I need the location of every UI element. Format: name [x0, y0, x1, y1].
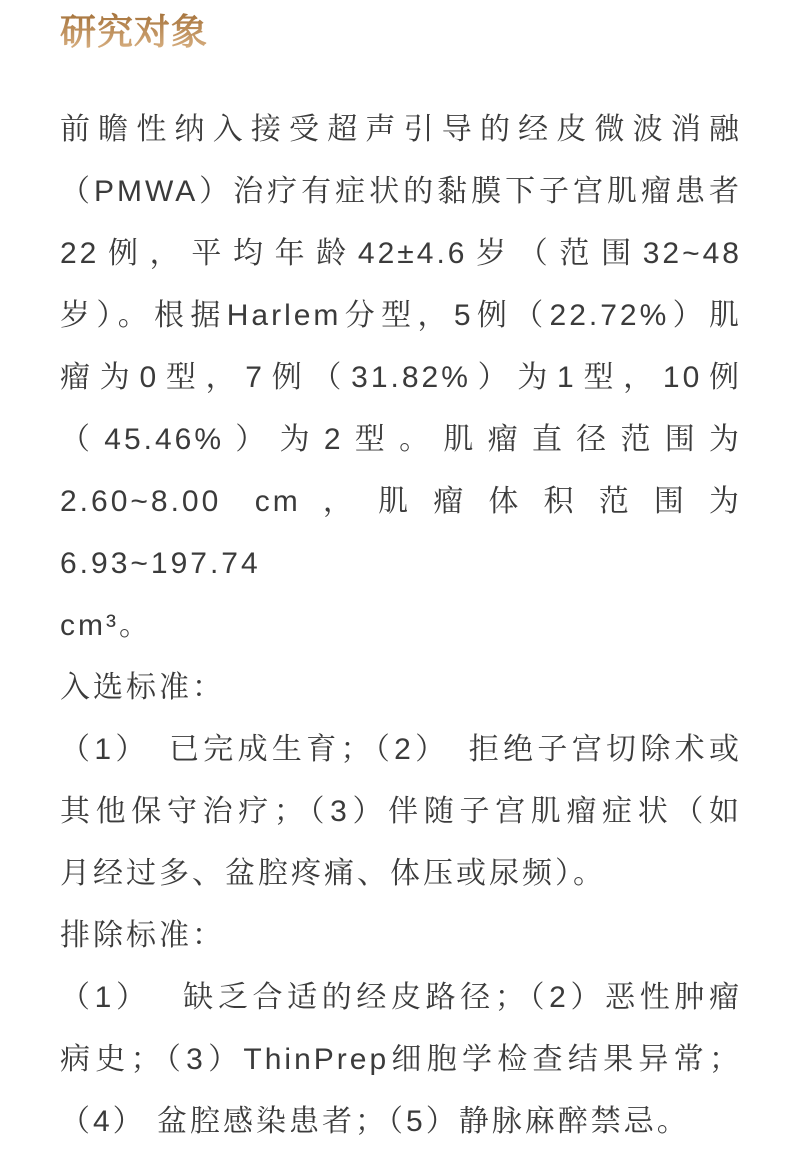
text-line: （1） 已完成生育；（2） 拒绝子宫切除术或	[60, 733, 742, 766]
text-line: （PMWA）治疗有症状的黏膜下子宫肌瘤患者	[60, 175, 742, 208]
section-heading: 研究对象	[60, 12, 209, 52]
text-line: 病史；（3）ThinPrep细胞学检查结果异常；	[60, 1043, 742, 1076]
text-line: （45.46%）为2型。肌瘤直径范围为	[60, 423, 742, 456]
document-body	[60, 99, 742, 1153]
text-line: 其他保守治疗；（3）伴随子宫肌瘤症状（如	[60, 795, 742, 828]
paragraph-exclusion-criteria-title	[60, 905, 742, 967]
paragraph-cohort-description	[60, 99, 742, 657]
text-line: 月经过多、盆腔疼痛、体压或尿频）。	[60, 857, 606, 890]
text-line: 排除标准：	[60, 919, 225, 952]
text-line: 前瞻性纳入接受超声引导的经皮微波消融	[60, 113, 742, 146]
paragraph-inclusion-criteria-items	[60, 719, 742, 905]
text-line: （4） 盆腔感染患者；（5）静脉麻醉禁忌。	[60, 1105, 690, 1138]
text-line: 瘤为0型，7例（31.82%）为1型，10例	[60, 361, 742, 394]
text-line: 入选标准：	[60, 671, 225, 704]
paragraph-inclusion-criteria-title	[60, 657, 742, 719]
text-line: 2.60~8.00 cm，肌瘤体积范围为6.93~197.74	[60, 485, 742, 580]
paragraph-exclusion-criteria-items	[60, 967, 742, 1153]
text-line: 22例，平均年龄42±4.6岁（范围32~48	[60, 237, 742, 270]
text-line: 岁）。根据Harlem分型，5例（22.72%）肌	[60, 299, 742, 332]
text-line: （1） 缺乏合适的经皮路径；（2）恶性肿瘤	[60, 981, 742, 1014]
text-line: cm³。	[60, 609, 152, 642]
